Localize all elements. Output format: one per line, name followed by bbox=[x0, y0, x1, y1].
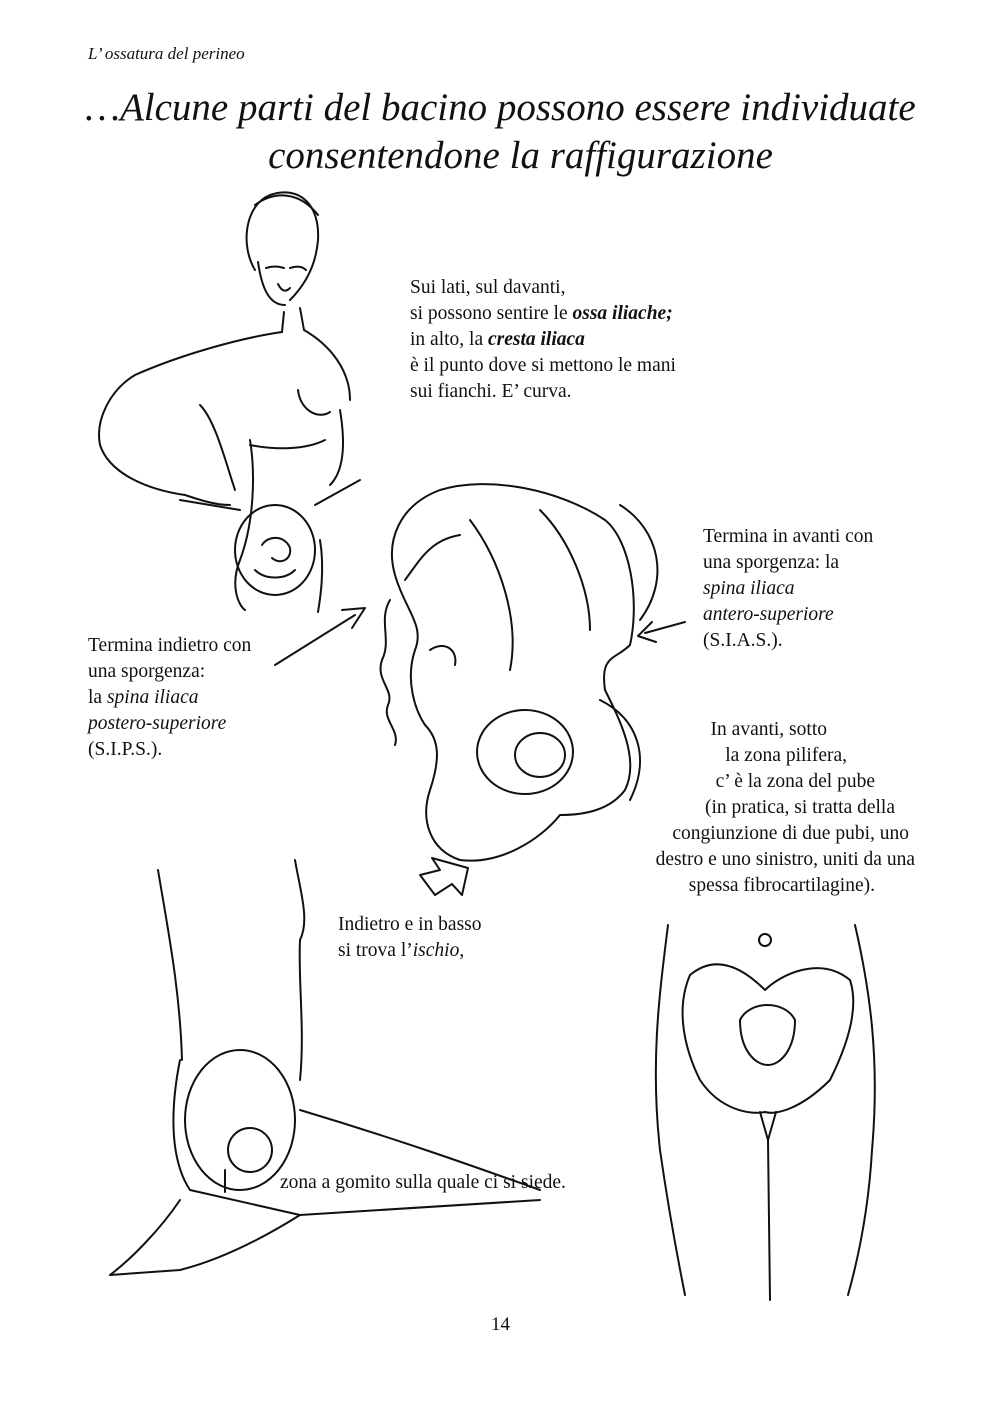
sias-line-5: (S.I.A.S.). bbox=[703, 630, 783, 651]
ischio-line-2-text: si trova l’ bbox=[338, 940, 413, 961]
ossa-line-4: è il punto dove si mettono le mani bbox=[410, 355, 676, 376]
page-number: 14 bbox=[491, 1314, 510, 1335]
pube-line-6: destro e uno sinistro, uniti da una bbox=[655, 849, 915, 870]
woman-hips-illustration bbox=[99, 192, 360, 612]
ischio-term: ischio bbox=[412, 940, 460, 961]
pube-line-2: la zona pilifera, bbox=[725, 745, 847, 766]
text-block-pube bbox=[590, 717, 915, 899]
sias-line-2: una sporgenza: la bbox=[703, 552, 840, 573]
cresta-iliaca-term: cresta iliaca bbox=[487, 329, 585, 350]
pube-line-7: spessa fibrocartilagine). bbox=[688, 875, 875, 896]
sips-line-3 bbox=[88, 685, 251, 711]
pube-line-5: congiunzione di due pubi, uno bbox=[672, 823, 909, 844]
arrow-sips bbox=[275, 608, 365, 665]
text-block-ischio bbox=[338, 912, 482, 964]
ischio-line-2 bbox=[338, 938, 482, 964]
text-block-sips bbox=[88, 633, 251, 763]
ossa-line-2-text: si possono sentire le bbox=[410, 303, 573, 324]
pube-line-1: In avanti, sotto bbox=[710, 719, 827, 740]
title-line-2: consentendone la raffigurazione bbox=[268, 134, 773, 177]
sips-line-1: Termina indietro con bbox=[88, 635, 252, 656]
running-header: L’ ossatura del perineo bbox=[88, 44, 245, 63]
arrow-ischio bbox=[420, 858, 468, 895]
sips-line-5: (S.I.P.S.). bbox=[88, 739, 163, 760]
ossa-line-1: Sui lati, sul davanti, bbox=[410, 277, 566, 298]
sias-line-3: spina iliaca bbox=[703, 578, 795, 599]
ossa-line-3 bbox=[410, 327, 676, 353]
sias-line-1: Termina in avanti con bbox=[703, 526, 874, 547]
ossa-line-3-text: in alto, la bbox=[410, 329, 488, 350]
pube-line-3: c’ è la zona del pube bbox=[715, 771, 875, 792]
sips-line-2: una sporgenza: bbox=[88, 661, 206, 682]
front-pelvis-illustration bbox=[656, 925, 875, 1300]
ossa-line-2 bbox=[410, 301, 676, 327]
caption-zona-gomito: zona a gomito sulla quale ci si siede. bbox=[280, 1172, 566, 1193]
text-block-ossa-iliache bbox=[410, 275, 676, 405]
page-title bbox=[0, 84, 1001, 180]
title-line-1: …Alcune parti del bacino possono essere individuate bbox=[85, 86, 916, 129]
pube-line-4: (in pratica, si tratta della bbox=[704, 797, 895, 818]
sips-line-4: postero-superiore bbox=[88, 713, 227, 734]
ossa-line-5: sui fianchi. E’ curva. bbox=[410, 381, 572, 402]
sias-line-4: antero-superiore bbox=[703, 604, 834, 625]
ischio-line-1: Indietro e in basso bbox=[338, 914, 482, 935]
text-block-sias bbox=[703, 524, 873, 654]
arrow-sias bbox=[638, 622, 685, 642]
ossa-iliache-term: ossa iliache; bbox=[572, 303, 673, 324]
sips-spina-term: spina iliaca bbox=[106, 687, 199, 708]
ischio-comma: , bbox=[459, 940, 465, 961]
sips-line-3-text: la bbox=[88, 687, 107, 708]
